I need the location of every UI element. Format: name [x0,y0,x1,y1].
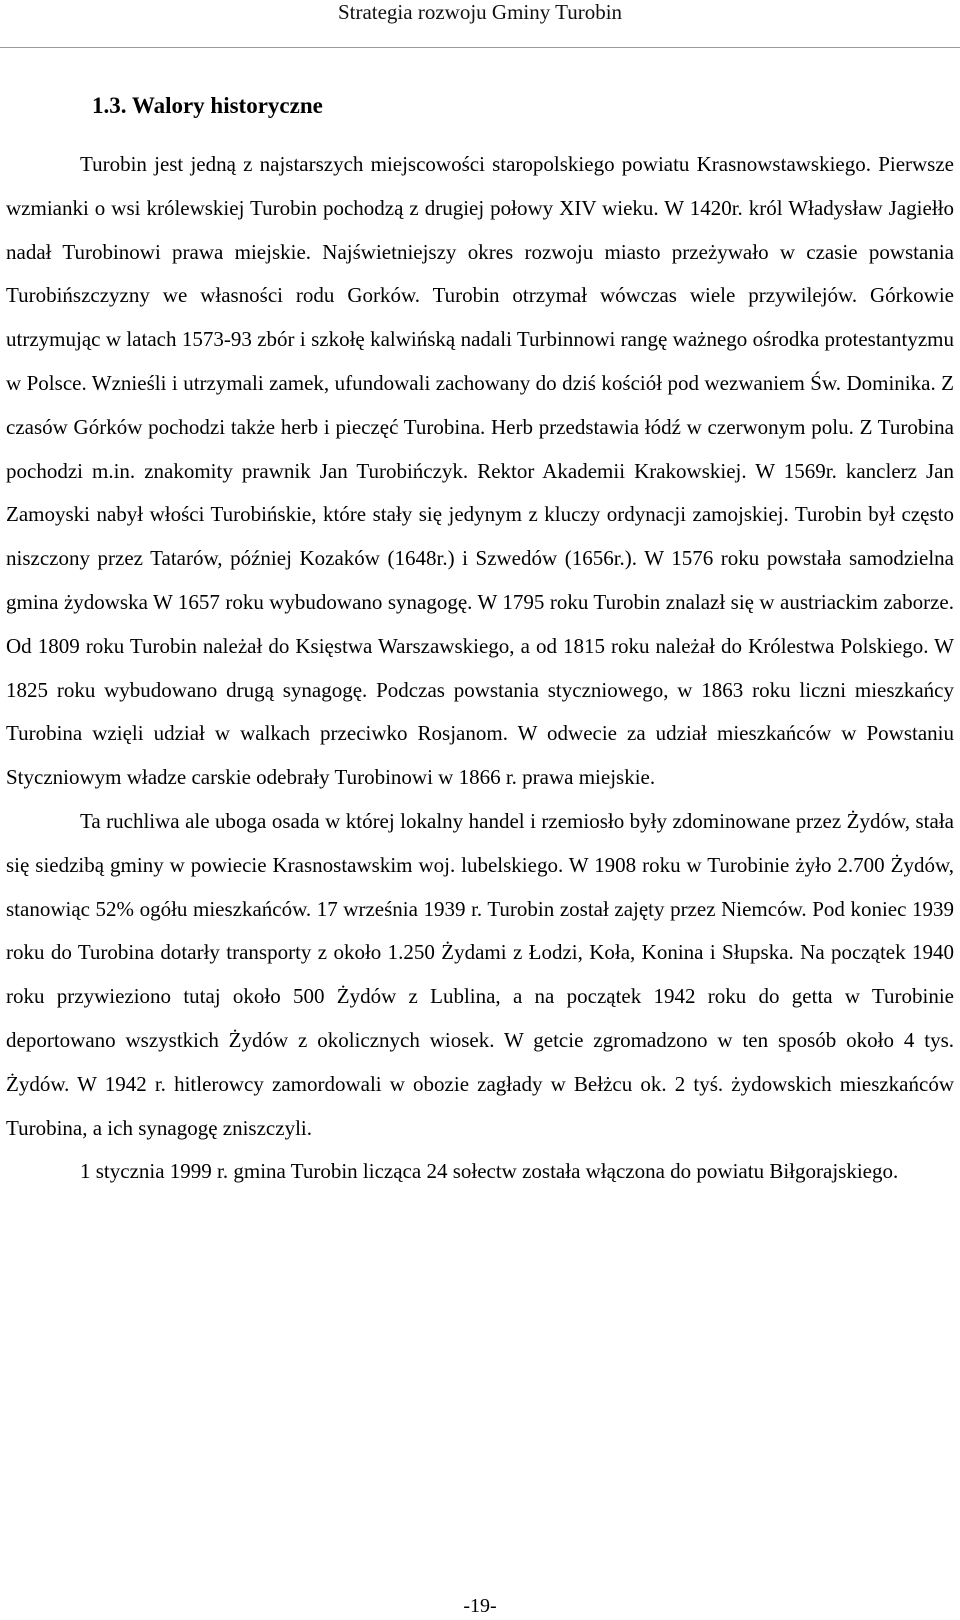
body-text [6,143,954,1194]
paragraph-jewish-community: Ta ruchliwa ale uboga osada w której lokalny handel i rzemiosło były zdominowane przez Żydów, stała się siedzibą gminy w powiecie Krasnostawskim woj. lubelskiego. W 1908 roku w Turobinie żyło 2.700 Żydów, stanowiąc 52% ogółu mieszkańców. 17 września 1939 r. Turobin został zajęty przez Niemców. Pod koniec 1939 roku do Turobina dotarły transporty z około 1.250 Żydami z Łodzi, Koła, Konina i Słupska. Na początek 1940 roku przywieziono tutaj około 500 Żydów z Lublina, a na początek 1942 roku do getta w Turobinie deportowano wszystkich Żydów z okolicznych wiosek. W getcie zgromadzono w ten sposób około 4 tys. Żydów. W 1942 r. hitlerowcy zamordowali w obozie zagłady w Bełżcu ok. 2 tyś. żydowskich mieszkańców Turobina, a ich synagogę zniszczyli. [6,808,954,1140]
header-divider [0,47,960,48]
paragraph-administrative-change: 1 stycznia 1999 r. gmina Turobin licząca 24 sołectw została włączona do powiatu Biłgorajskiego. [80,1159,899,1184]
section-title: 1.3. Walory historyczne [92,93,323,118]
running-header: Strategia rozwoju Gminy Turobin [337,0,623,24]
paragraph-history: Turobin jest jedną z najstarszych miejscowości staropolskiego powiatu Krasnowstawskiego. Pierwsze wzmianki o wsi królewskiej Turobin pochodzą z drugiej połowy XIV wieku. W 1420r. król Władysław Jagiełło nadał Turobinowi prawa miejskie. Najświetniejszy okres rozwoju miasto przeżywało w czasie powstania Turobińszczyzny we własności rodu Gorków. Turobin otrzymał wówczas wiele przywilejów. Górkowie utrzymując w latach 1573-93 zbór i szkołę kalwińską nadali Turbinnowi rangę ważnego ośrodka protestantyzmu w Polsce. Wznieśli i utrzymali zamek, ufundowali zachowany do dziś kościół pod wezwaniem Św. Dominika. Z czasów Górków pochodzi także herb i pieczęć Turobina. Herb przedstawia łódź w czerwonym polu. Z Turobina pochodzi m.in. znakomity prawnik Jan Turobińczyk. Rektor Akademii Krakowskiej. W 1569r. kanclerz Jan Zamoyski nabył włości Turobińskie, które stały się jedynym z kluczy ordynacji zamojskiej. Turobin był często niszczony przez Tatarów, później Kozaków (1648r.) i Szwedów (1656r.). W 1576 roku powstała samodzielna gmina żydowska W 1657 roku wybudowano synagogę. W 1795 roku Turobin znalazł się w austriackim zaborze. Od 1809 roku Turobin należał do Księstwa Warszawskiego, a od 1815 roku należał do Królestwa Polskiego. W 1825 roku wybudowano drugą synagogę. Podczas powstania styczniowego, w 1863 roku liczni mieszkańcy Turobina wzięli udział w walkach przeciwko Rosjanom. W odwecie za udział mieszkańców w Powstaniu Styczniowym władze carskie odebrały Turobinowi w 1866 r. prawa miejskie. [6,152,954,790]
page-number: -19- [463,1595,497,1617]
